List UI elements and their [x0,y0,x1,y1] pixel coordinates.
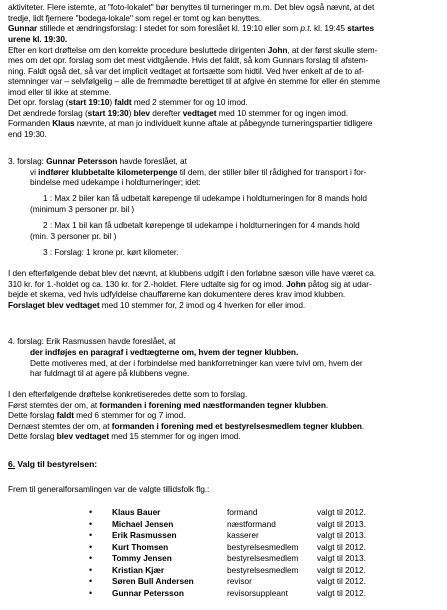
bullet-icon: • [89,553,93,563]
board-member-row [0,553,447,564]
section-6-heading [8,459,97,470]
text-span: Efter en kort drøftelse om den korrekte procedure besluttede dirigenten [8,45,268,55]
text-line [8,421,364,432]
board-member-row [0,519,447,530]
text-line [8,431,241,442]
board-member-row [0,588,447,599]
board-member-row [0,507,447,518]
text-span: Formanden [8,118,53,128]
text-span: . [325,400,329,410]
name-gunnar: Gunnar [8,23,38,33]
text-line: Frem til generalforsamlingen var de valgte tillidsfolk flg.: [8,484,210,494]
text-span: med 2 stemmer for og 10 imod. [131,97,248,107]
text-span: vedtaget [182,108,217,118]
board-member-name: Gunnar Petersson [112,587,184,598]
board-member-role: revisorsuppleant [227,587,288,598]
board-member-term: valgt til 2013. [317,530,366,540]
text-span: faldt [56,410,74,420]
list-item: 3 : Forslag: 1 krone pr. kørt kilometer. [43,247,179,257]
text-line [8,45,377,56]
text-span: nævnte, at man jo individuelt kunne aftale at påbegynde turneringspartier tidligere [74,118,373,128]
board-member-name: Erik Rasmussen [112,530,177,540]
text-line [8,108,348,119]
board-member-name: Kristian Kjær [112,564,165,575]
board-member-name: Søren Bull Andersen [112,576,194,586]
text-span: . [361,421,365,431]
bullet-icon: • [89,541,93,552]
text-line [8,300,305,311]
board-member-term: valgt til 2012. [317,541,366,552]
text-line [8,97,248,108]
text-span: med 15 stemmer for og ingen imod. [109,431,241,441]
bullet-icon: • [89,564,93,575]
board-member-name: Michael Jensen [112,518,174,529]
text-span: Først stemtes der om, at [8,400,100,410]
board-member-row [0,542,447,553]
text-span: påtog sig at udar- [305,279,372,289]
board-member-term: valgt til 2012. [317,587,366,598]
board-member-role: næstformand [227,518,276,529]
bullet-icon: • [89,530,93,540]
text-span: vi [30,167,39,177]
text-span: 3. forslag: [8,156,47,166]
name-klaus: Klaus [52,118,75,128]
text-line: mes om det opr. forslag som det mest vidtgående. Hvis det faldt, så kom Gunnars forslag til afstem- [8,55,369,65]
board-member-row [0,565,447,576]
text-span: start 19:10 [68,97,110,107]
text-span: med 10 stemmer for, 2 imod og 4 hverken for eller imod. [99,300,306,310]
text-line: urene kl. 19:30. [8,34,68,44]
text-line: tredje, lidt fjernere "bodega-lokale" som regel er tomt og kan benyttes. [8,13,262,23]
board-member-row [0,576,447,587]
text-span: havde foreslået, at [117,156,187,166]
text-line: (min. 3 personer pr. bil ) [30,231,117,241]
name-john: John [267,45,288,55]
bullet-icon: • [89,587,93,598]
proposal-4-heading: 4. forslag: Erik Rasmussen havde foreslået, at [8,336,176,346]
text-span: Forslaget blev vedtaget [8,300,100,310]
board-member-role: formand [227,507,258,517]
text-span: blev [133,108,150,118]
text-span: startes [347,23,375,33]
board-member-term: valgt til 2013. [317,518,366,529]
text-span: til dem, der stiller biler til rådighed for transport i for- [177,167,367,177]
text-line: bejde et skema, ved hvis udfyldelse chaufførerne kan dokumentere deres krav imod klubben. [8,289,346,299]
text-span: med 6 stemmer for og 7 imod. [73,410,186,420]
bullet-icon: • [89,518,93,529]
board-member-term: valgt til 2012. [317,576,366,586]
text-span: indfører klubbetalte kilometerpenge [38,167,178,177]
text-span: ) [128,108,134,118]
proposal-3-heading [8,156,187,167]
board-member-name: Klaus Bauer [112,507,161,517]
board-member-role: revisor [227,576,252,586]
text-span: med 10 stemmer for og ingen imod. [216,108,349,118]
text-span: stillede et ændringsforslag: I stedet for som foreslået kl. 19:10 eller som [37,23,301,33]
text-span: 310 kr. for 1.-holdet og ca. 130 kr. for 2.-holdet. Flere udtalte sig for og imod. [8,279,287,289]
text-span: p.t. [300,23,312,33]
section-title: Valg til bestyrelsen: [15,459,98,469]
text-span: Dernæst stemtes der om, at [8,421,112,431]
name-john: John [286,279,306,289]
text-span: Dette forslag [8,410,57,420]
text-line: (minimum 3 personer pr. bil ) [30,204,135,214]
text-line: imod eller til ikke at stemme. [8,87,112,97]
text-span: blev vedtaget [56,431,110,441]
text-line: ning. Faldt også det, så var det implicit vedtaget at fortsætte som hidtil. Ved hver enkelt af de to af- [8,66,364,76]
board-member-term: valgt til 2012. [317,564,366,575]
text-span: Det opr. forslag ( [8,97,69,107]
text-line: I den efterfølgende drøftelse konkretiseredes dette som to forslag. [8,389,248,399]
text-span: , at der først skulle stem- [287,45,378,55]
board-member-role: bestyrelsesmedlem [227,553,299,563]
text-span: start 19:30 [87,108,129,118]
board-member-role: kasserer [227,530,259,540]
text-line: I den efterfølgende debat blev det nævnt, at klubbens udgift i den forløbne sæson ville have været ca. [8,268,377,278]
text-span: faldt [114,97,132,107]
text-line: Dette motiveres med, at der i forbindelse med bankforretninger kan være tvivl om, hvem der [30,358,363,368]
board-member-role: bestyrelsesmedlem [227,541,299,552]
text-line [8,400,328,411]
text-span: ) [109,97,115,107]
text-span: Det ændrede forslag ( [8,108,88,118]
text-line: aktiviteter. Flere istemte, at "foto-lokalet" bør benyttes til turneringer m.m. Det blev også nævnt, at det [8,2,375,12]
list-item: 2 : Max 1 bil kan få udbetalt kørepenge til udekampe i holdturneringen for 4 mands hold [43,220,360,230]
board-member-term: valgt til 2013. [317,553,366,563]
board-member-name: Kurt Thomsen [112,541,169,552]
text-span: Gunnar Petersson [46,156,118,166]
board-member-term: valgt til 2012. [317,507,366,517]
text-line: bindelse med udekampe i holdturneringer; idet: [30,177,201,187]
text-line [8,279,372,290]
text-line [8,118,372,129]
board-member-name: Tommy Jensen [112,553,172,563]
text-span: Dette forslag [8,431,57,441]
text-line [8,23,374,34]
text-line: har fuldmagt til at agere på klubbens vegne. [30,368,190,378]
text-line: der indføjes en paragraf i vedtægterne om, hvem der tegner klubben. [30,347,299,357]
text-line: stemninger var – selvfølgelig – alle de fremmødte berettiget til at afgive én stemme for eller én stemme [8,76,381,86]
list-item: 1 : Max 2 biler kan få udbetalt kørepenge til udekampe i holdturneringen for 8 mands hold [43,193,367,203]
section-number: 6. [8,459,16,469]
text-span: formanden i forening med næstformanden tegner klubben [99,400,326,410]
bullet-icon: • [89,576,93,586]
board-member-row [0,530,447,541]
board-member-role: bestyrelsesmedlem [227,564,299,575]
bullet-icon: • [89,507,93,517]
text-span: formanden i forening med et bestyrelsesmedlem tegner klubben [111,421,362,431]
text-span: kl. 19:45 [311,23,348,33]
text-line [30,167,366,178]
text-line [8,410,185,421]
text-line: end 19:30. [8,129,47,139]
text-span: derefter [150,108,183,118]
